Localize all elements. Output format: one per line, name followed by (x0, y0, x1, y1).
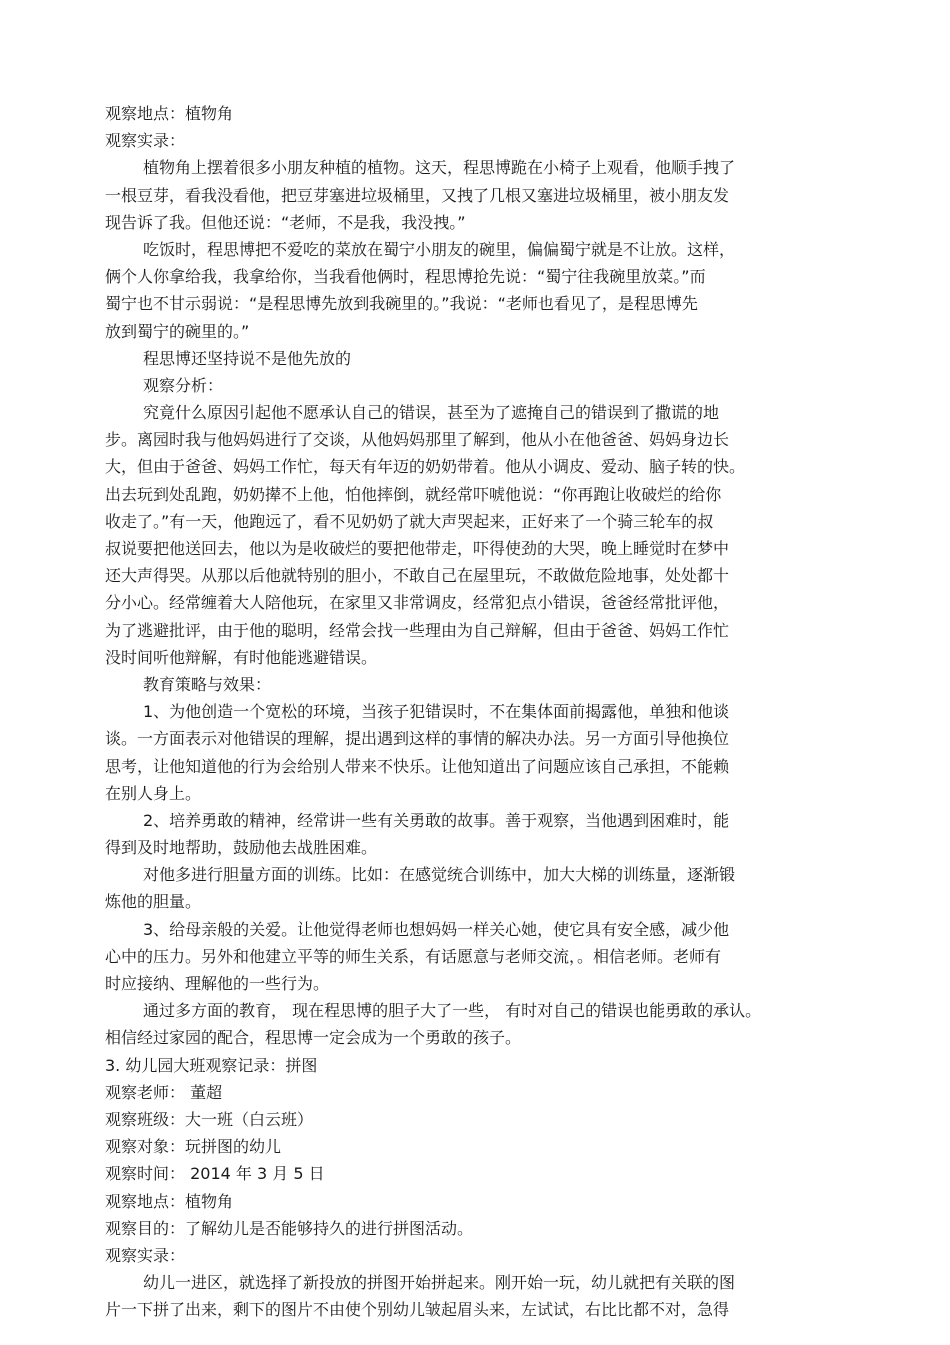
text-line: 心中的压力。另外和他建立平等的师生关系，有话愿意与老师交流，。相信老师。老师有 (105, 946, 722, 966)
text-line: 观察地点：植物角 (105, 104, 234, 123)
text-line: 幼儿一进区，就选择了新投放的拼图开始拼起来。刚开始一玩，幼儿就把有关联的图 (143, 1273, 736, 1293)
text-line: 片一下拼了出来，剩下的图片不由使个别幼儿皱起眉头来，左试试，右比比都不对，急得 (105, 1300, 730, 1320)
text-line: 程思博还坚持说不是他先放的 (143, 348, 352, 368)
text-line: 观察老师： 董超 (105, 1082, 223, 1102)
text-line: 步。离园时我与他妈妈进行了交谈，从他妈妈那里了解到，他从小在他爸爸、妈妈身边长 (105, 430, 730, 450)
text-line: 观察班级：大一班（白云班） (105, 1109, 314, 1129)
text-line: 相信经过家园的配合，程思博一定会成为一个勇敢的孩子。 (105, 1028, 522, 1048)
text-line: 观察对象：玩拼图的幼儿 (105, 1137, 282, 1157)
text-line: 没时间听他辩解，有时他能逃避错误。 (105, 647, 378, 667)
text-line: 得到及时地帮助，鼓励他去战胜困难。 (105, 838, 378, 858)
text-line: 出去玩到处乱跑，奶奶撵不上他，怕他摔倒，就经常吓唬他说：“你再跑让收破烂的给你 (105, 484, 722, 504)
text-line: 观察地点：植物角 (105, 1191, 234, 1211)
text-line: 放到蜀宁的碗里的。” (105, 321, 250, 341)
text-line: 现告诉了我。但他还说：“老师，不是我，我没拽。” (105, 212, 466, 232)
text-line: 为了逃避批评，由于他的聪明，经常会找一些理由为自己辩解，但由于爸爸、妈妈工作忙 (105, 620, 730, 640)
text-line: 叔说要把他送回去，他以为是收破烂的要把他带走，吓得使劲的大哭，晚上睡觉时在梦中 (105, 539, 730, 558)
text-line: 观察实录： (105, 131, 186, 151)
text-line: 观察分析： (143, 375, 224, 395)
text-line: 吃饭时，程思博把不爱吃的菜放在蜀宁小朋友的碗里，偏偏蜀宁就是不让放。这样， (143, 239, 736, 259)
text-line: 谈。一方面表示对他错误的理解，提出遇到这样的事情的解决办法。另一方面引导他换位 (105, 729, 730, 749)
text-line: 思考，让他知道他的行为会给别人带来不快乐。让他知道出了问题应该自己承担，不能赖 (105, 756, 730, 776)
text-line: 炼他的胆量。 (105, 892, 202, 912)
text-line: 3、给母亲般的关爱。让他觉得老师也想妈妈一样关心她，使它具有安全感，减少他 (143, 919, 730, 939)
document-page (105, 100, 845, 1323)
text-line: 2、培养勇敢的精神，经常讲一些有关勇敢的故事。善于观察，当他遇到困难时，能 (143, 810, 730, 830)
text-line: 植物角上摆着很多小朋友种植的植物。这天，程思博跪在小椅子上观看，他顺手拽了 (143, 158, 736, 178)
text-line: 大，但由于爸爸、妈妈工作忙，每天有年迈的奶奶带着。他从小调皮、爱动、脑子转的快。 (105, 457, 746, 477)
text-line: 分小心。经常缠着大人陪他玩，在家里又非常调皮，经常犯点小错误，爸爸经常批评他， (105, 593, 730, 613)
text-line: 1、为他创造一个宽松的环境，当孩子犯错误时，不在集体面前揭露他，单独和他谈 (143, 702, 730, 722)
text-line: 蜀宁也不甘示弱说：“是程思博先放到我碗里的。”我说：“老师也看见了，是程思博先 (105, 294, 698, 314)
text-line: 观察实录： (105, 1245, 186, 1265)
text-line: 还大声得哭。从那以后他就特别的胆小，不敢自己在屋里玩，不敢做危险地事，处处都十 (105, 566, 730, 586)
text-line: 俩个人你拿给我，我拿给你，当我看他俩时，程思博抢先说：“蜀宁往我碗里放菜。”而 (105, 267, 706, 287)
text-line: 时应接纳、理解他的一些行为。 (105, 974, 330, 993)
text-line: 观察时间： 2014 年 3 月 5 日 (105, 1164, 325, 1184)
text-line: 通过多方面的教育， 现在程思博的胆子大了一些， 有时对自己的错误也能勇敢的承认。 (143, 1001, 762, 1021)
text-line: 教育策略与效果： (143, 674, 272, 694)
text-line: 收走了。”有一天，他跑远了，看不见奶奶了就大声哭起来，正好来了一个骑三轮车的叔 (105, 511, 714, 531)
text-line: 一根豆芽，看我没看他，把豆芽塞进垃圾桶里，又拽了几根又塞进垃圾桶里，被小朋友发 (105, 185, 730, 205)
text-line: 对他多进行胆量方面的训练。比如：在感觉统合训练中，加大大梯的训练量，逐渐锻 (143, 865, 736, 885)
text-line: 3. 幼儿园大班观察记录：拼图 (105, 1055, 318, 1075)
text-line: 在别人身上。 (105, 783, 202, 803)
text-line: 观察目的：了解幼儿是否能够持久的进行拼图活动。 (105, 1218, 474, 1238)
text-line: 究竟什么原因引起他不愿承认自己的错误，甚至为了遮掩自己的错误到了撒谎的地 (143, 403, 720, 423)
